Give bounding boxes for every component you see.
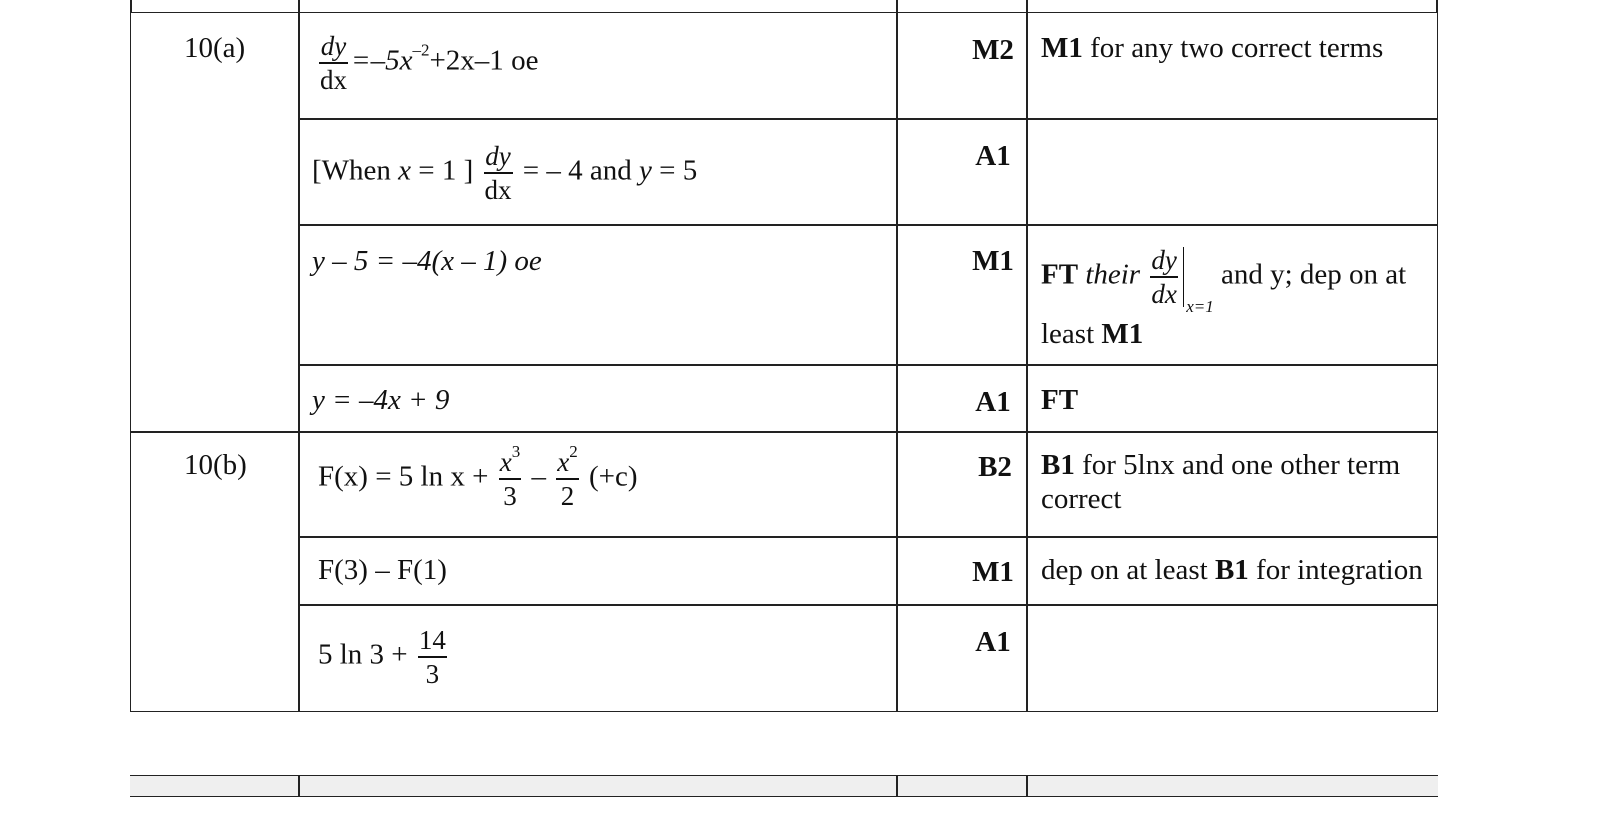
mark-label: M1: [972, 556, 1014, 588]
derivative-fraction: $\frac{dy}{dx}$: [320, 31, 347, 95]
table-border-stub: [896, 0, 898, 12]
guidance-row-5: B1 for 5lnx and one other term: [1041, 449, 1401, 481]
next-table-header: [130, 775, 1438, 797]
answer-row-3: y – 5 = –4(x – 1) oe: [312, 245, 542, 277]
evaluation-bar: [1183, 247, 1184, 307]
guidance-row-5-line-2: correct: [1041, 483, 1122, 515]
guidance-row-3-line-2: least M1: [1041, 318, 1144, 350]
derivative-fraction: $\frac{dy}{dx}$: [1151, 245, 1177, 309]
answer-row-2: [When x = 1 ] $\frac{dy}{dx}$ = – 4 and y = 5: [312, 141, 698, 205]
result-fraction: $\frac{14}{3}$: [418, 625, 446, 689]
guidance-row-3: FT their $\frac{dy}{dx}$ $_{x=1}$ and y; dep on at: [1041, 245, 1407, 316]
column-divider: [298, 775, 300, 797]
question-number: 10(b): [184, 449, 247, 481]
row-divider: [130, 431, 1438, 433]
row-divider: [298, 118, 1438, 120]
guidance-row-4: FT: [1041, 384, 1079, 416]
row-divider: [298, 364, 1438, 366]
answer-row-6: F(3) – F(1): [318, 554, 447, 586]
mark-label: B2: [978, 451, 1012, 483]
integral-fraction: $\frac{x^3}{3}$: [499, 442, 521, 511]
answer-row-4: y = –4x + 9: [312, 384, 450, 416]
column-divider: [298, 12, 300, 712]
answer-row-1: $\frac{dy}{dx}$ $=-5x^{-2}+2x-1$ oe: [320, 31, 539, 95]
answer-row-7: 5 ln 3 + $\frac{14}{3}$: [318, 625, 446, 689]
mark-label: A1: [975, 140, 1011, 172]
row-divider: [298, 536, 1438, 538]
row-divider: [298, 604, 1438, 606]
answer-row-5: F(x) = 5 ln x + $\frac{x^3}{3}$ – $\frac{x^2}{2}$ (+c): [318, 442, 638, 511]
column-divider: [1026, 775, 1028, 797]
table-border-stub: [1026, 0, 1028, 12]
table-border-stub: [130, 0, 132, 12]
mark-scheme-table: [130, 12, 1438, 712]
integral-fraction: $\frac{x^2}{2}$: [557, 442, 578, 511]
table-border-stub: [298, 0, 300, 12]
mark-label: A1: [975, 386, 1011, 418]
column-divider: [896, 12, 898, 712]
column-divider: [1026, 12, 1028, 712]
mark-label: M1: [972, 245, 1014, 277]
question-number: 10(a): [184, 32, 246, 64]
guidance-row-1: M1 for any two correct terms: [1041, 32, 1384, 64]
column-divider: [896, 775, 898, 797]
mark-label: M2: [972, 34, 1014, 66]
mark-label: A1: [975, 626, 1011, 658]
derivative-fraction: $\frac{dy}{dx}$: [484, 141, 512, 205]
guidance-row-6: dep on at least B1 for integration: [1041, 554, 1423, 586]
row-divider: [298, 224, 1438, 226]
table-border-stub: [1436, 0, 1438, 12]
